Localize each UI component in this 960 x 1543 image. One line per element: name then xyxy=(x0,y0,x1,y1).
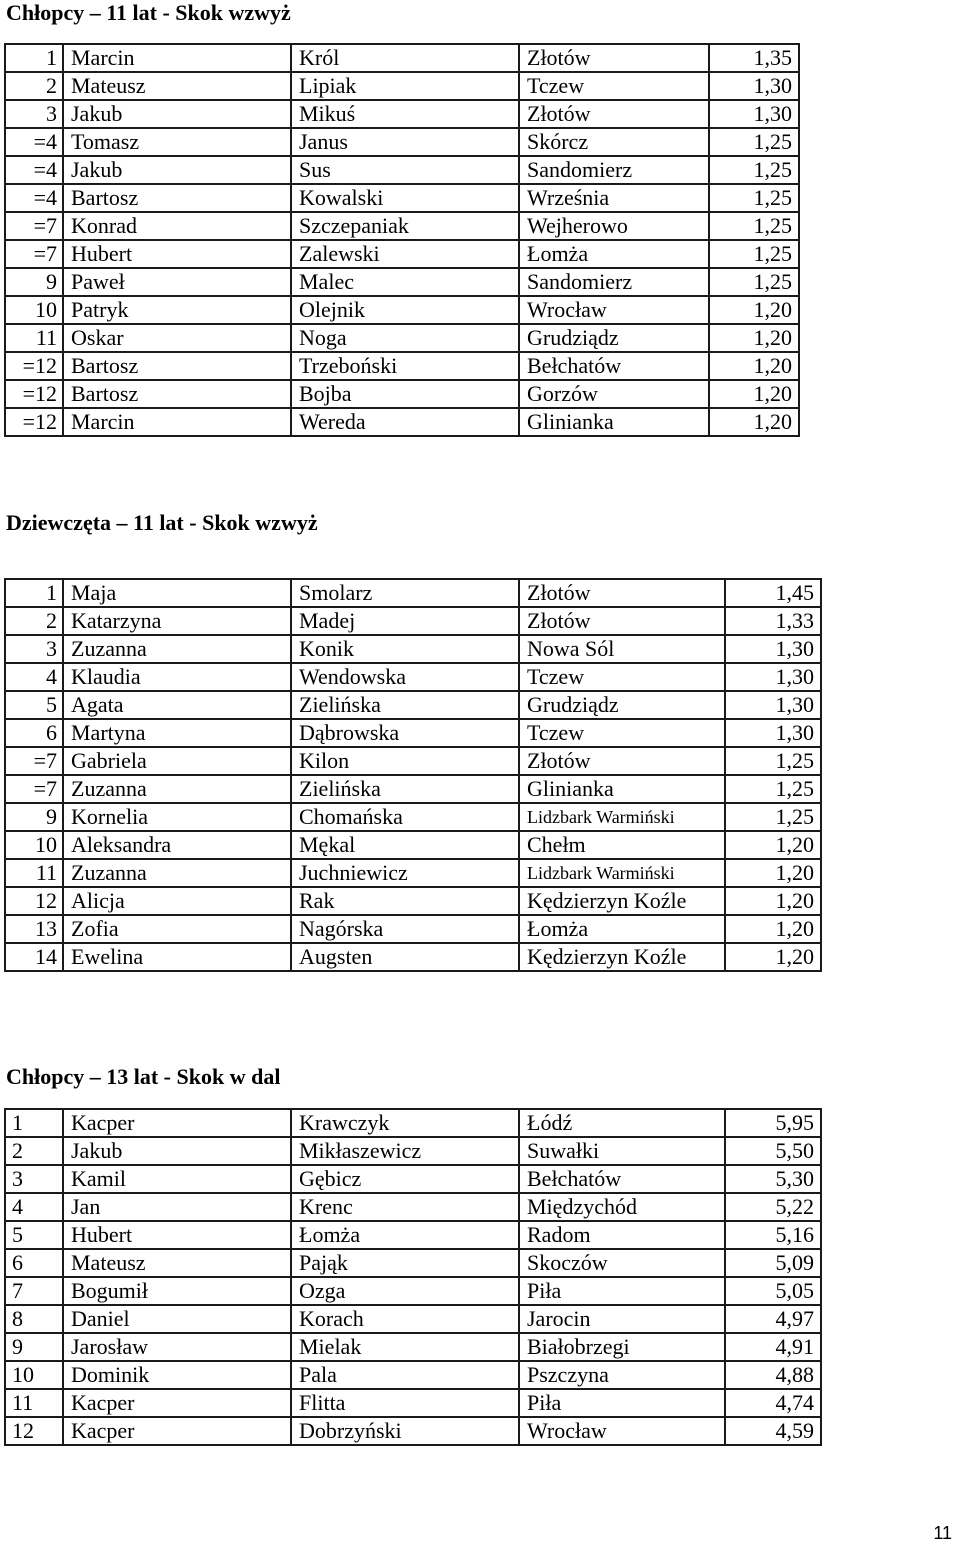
cell-first-name: Zofia xyxy=(63,915,291,943)
cell-result: 5,95 xyxy=(725,1109,821,1137)
cell-first-name: Klaudia xyxy=(63,663,291,691)
cell-place: 3 xyxy=(5,1165,63,1193)
cell-first-name: Hubert xyxy=(63,240,291,268)
cell-city: Grudziądz xyxy=(519,324,709,352)
cell-last-name: Zielińska xyxy=(291,775,519,803)
table-row xyxy=(5,1277,821,1305)
section-title-boys-11-high-jump: Chłopcy – 11 lat - Skok wzwyż xyxy=(6,0,291,25)
cell-first-name: Bogumił xyxy=(63,1277,291,1305)
cell-city: Sandomierz xyxy=(519,156,709,184)
cell-city: Piła xyxy=(519,1277,725,1305)
cell-last-name: Chomańska xyxy=(291,803,519,831)
table-row xyxy=(5,44,799,72)
cell-place: 14 xyxy=(5,943,63,971)
cell-place: =7 xyxy=(5,240,63,268)
cell-first-name: Kamil xyxy=(63,1165,291,1193)
cell-first-name: Kacper xyxy=(63,1109,291,1137)
table-row xyxy=(5,943,821,971)
cell-place: 10 xyxy=(5,831,63,859)
cell-last-name: Król xyxy=(291,44,519,72)
cell-city: Białobrzegi xyxy=(519,1333,725,1361)
table-row xyxy=(5,156,799,184)
table-row xyxy=(5,663,821,691)
cell-place: 6 xyxy=(5,1249,63,1277)
cell-city: Złotów xyxy=(519,747,725,775)
table-row xyxy=(5,635,821,663)
cell-first-name: Hubert xyxy=(63,1221,291,1249)
cell-first-name: Daniel xyxy=(63,1305,291,1333)
cell-first-name: Jarosław xyxy=(63,1333,291,1361)
cell-result: 1,20 xyxy=(709,408,799,436)
cell-place: 9 xyxy=(5,1333,63,1361)
cell-first-name: Zuzanna xyxy=(63,635,291,663)
cell-city: Tczew xyxy=(519,72,709,100)
cell-last-name: Trzeboński xyxy=(291,352,519,380)
cell-city: Kędzierzyn Koźle xyxy=(519,887,725,915)
cell-result: 1,25 xyxy=(709,184,799,212)
cell-first-name: Jakub xyxy=(63,100,291,128)
cell-last-name: Mielak xyxy=(291,1333,519,1361)
cell-result: 1,20 xyxy=(725,887,821,915)
table-row xyxy=(5,831,821,859)
cell-result: 5,50 xyxy=(725,1137,821,1165)
table-row xyxy=(5,1249,821,1277)
cell-last-name: Olejnik xyxy=(291,296,519,324)
cell-first-name: Mateusz xyxy=(63,1249,291,1277)
table-row xyxy=(5,72,799,100)
cell-place: 3 xyxy=(5,635,63,663)
table-row xyxy=(5,100,799,128)
cell-place: 11 xyxy=(5,324,63,352)
cell-result: 1,25 xyxy=(725,747,821,775)
cell-city: Nowa Sól xyxy=(519,635,725,663)
table-row xyxy=(5,747,821,775)
cell-first-name: Dominik xyxy=(63,1361,291,1389)
cell-place: 5 xyxy=(5,691,63,719)
cell-city: Łódź xyxy=(519,1109,725,1137)
table-row xyxy=(5,607,821,635)
table-row xyxy=(5,859,821,887)
cell-city: Wrocław xyxy=(519,296,709,324)
cell-place: 9 xyxy=(5,268,63,296)
cell-result: 1,30 xyxy=(725,635,821,663)
table-row xyxy=(5,296,799,324)
cell-result: 1,20 xyxy=(725,831,821,859)
cell-place: 2 xyxy=(5,1137,63,1165)
cell-place: 11 xyxy=(5,859,63,887)
cell-last-name: Gębicz xyxy=(291,1165,519,1193)
cell-last-name: Konik xyxy=(291,635,519,663)
cell-last-name: Wendowska xyxy=(291,663,519,691)
cell-first-name: Bartosz xyxy=(63,184,291,212)
cell-first-name: Patryk xyxy=(63,296,291,324)
cell-city: Złotów xyxy=(519,607,725,635)
cell-place: 2 xyxy=(5,72,63,100)
cell-last-name: Kilon xyxy=(291,747,519,775)
table-row xyxy=(5,887,821,915)
cell-city: Złotów xyxy=(519,100,709,128)
cell-result: 1,33 xyxy=(725,607,821,635)
cell-place: 2 xyxy=(5,607,63,635)
cell-result: 1,30 xyxy=(725,719,821,747)
table-row xyxy=(5,408,799,436)
cell-result: 1,30 xyxy=(709,72,799,100)
cell-city: Jarocin xyxy=(519,1305,725,1333)
cell-result: 4,88 xyxy=(725,1361,821,1389)
cell-result: 1,20 xyxy=(725,943,821,971)
cell-result: 1,20 xyxy=(725,915,821,943)
cell-city: Lidzbark Warmiński xyxy=(519,803,725,831)
cell-last-name: Korach xyxy=(291,1305,519,1333)
cell-city: Grudziądz xyxy=(519,691,725,719)
cell-place: 4 xyxy=(5,663,63,691)
cell-last-name: Mękal xyxy=(291,831,519,859)
cell-last-name: Pająk xyxy=(291,1249,519,1277)
cell-result: 1,25 xyxy=(709,268,799,296)
cell-first-name: Jan xyxy=(63,1193,291,1221)
table-row xyxy=(5,212,799,240)
cell-last-name: Pala xyxy=(291,1361,519,1389)
cell-place: 10 xyxy=(5,296,63,324)
cell-city: Łomża xyxy=(519,915,725,943)
cell-first-name: Oskar xyxy=(63,324,291,352)
table-row xyxy=(5,1361,821,1389)
cell-place: =12 xyxy=(5,408,63,436)
cell-city: Bełchatów xyxy=(519,352,709,380)
cell-last-name: Noga xyxy=(291,324,519,352)
cell-last-name: Rak xyxy=(291,887,519,915)
cell-place: 7 xyxy=(5,1277,63,1305)
cell-place: 6 xyxy=(5,719,63,747)
cell-result: 1,25 xyxy=(709,212,799,240)
cell-last-name: Dąbrowska xyxy=(291,719,519,747)
cell-place: =7 xyxy=(5,212,63,240)
cell-city: Międzychód xyxy=(519,1193,725,1221)
cell-last-name: Krawczyk xyxy=(291,1109,519,1137)
cell-first-name: Marcin xyxy=(63,44,291,72)
cell-place: 3 xyxy=(5,100,63,128)
results-table-boys-11-high-jump xyxy=(4,43,800,437)
cell-last-name: Ozga xyxy=(291,1277,519,1305)
cell-place: =12 xyxy=(5,380,63,408)
table-row xyxy=(5,1165,821,1193)
table-row xyxy=(5,128,799,156)
table-row xyxy=(5,691,821,719)
page-number: 11 xyxy=(933,1523,952,1543)
cell-last-name: Juchniewicz xyxy=(291,859,519,887)
cell-place: 4 xyxy=(5,1193,63,1221)
cell-city: Pszczyna xyxy=(519,1361,725,1389)
cell-result: 1,45 xyxy=(725,579,821,607)
cell-first-name: Bartosz xyxy=(63,352,291,380)
table-row xyxy=(5,268,799,296)
cell-place: 1 xyxy=(5,579,63,607)
cell-city: Radom xyxy=(519,1221,725,1249)
table-row xyxy=(5,184,799,212)
cell-place: 10 xyxy=(5,1361,63,1389)
cell-city: Tczew xyxy=(519,663,725,691)
cell-first-name: Katarzyna xyxy=(63,607,291,635)
cell-first-name: Alicja xyxy=(63,887,291,915)
cell-result: 1,20 xyxy=(709,324,799,352)
section-title-girls-11-high-jump: Dziewczęta – 11 lat - Skok wzwyż xyxy=(6,510,318,535)
cell-last-name: Dobrzyński xyxy=(291,1417,519,1445)
table-row xyxy=(5,579,821,607)
cell-result: 5,09 xyxy=(725,1249,821,1277)
cell-result: 1,20 xyxy=(709,352,799,380)
table-row xyxy=(5,380,799,408)
cell-city: Złotów xyxy=(519,44,709,72)
cell-city: Bełchatów xyxy=(519,1165,725,1193)
cell-city: Chełm xyxy=(519,831,725,859)
cell-last-name: Zalewski xyxy=(291,240,519,268)
table-row xyxy=(5,915,821,943)
cell-result: 4,59 xyxy=(725,1417,821,1445)
cell-first-name: Ewelina xyxy=(63,943,291,971)
cell-first-name: Zuzanna xyxy=(63,859,291,887)
cell-place: =7 xyxy=(5,747,63,775)
cell-city: Lidzbark Warmiński xyxy=(519,859,725,887)
cell-last-name: Bojba xyxy=(291,380,519,408)
table-row xyxy=(5,324,799,352)
cell-last-name: Mikłaszewicz xyxy=(291,1137,519,1165)
cell-result: 1,25 xyxy=(725,803,821,831)
cell-result: 1,30 xyxy=(709,100,799,128)
cell-last-name: Flitta xyxy=(291,1389,519,1417)
cell-first-name: Agata xyxy=(63,691,291,719)
cell-last-name: Kowalski xyxy=(291,184,519,212)
cell-city: Wrocław xyxy=(519,1417,725,1445)
table-row xyxy=(5,1305,821,1333)
cell-city: Gorzów xyxy=(519,380,709,408)
cell-last-name: Augsten xyxy=(291,943,519,971)
cell-place: 9 xyxy=(5,803,63,831)
table-row xyxy=(5,775,821,803)
cell-city: Wejherowo xyxy=(519,212,709,240)
cell-first-name: Bartosz xyxy=(63,380,291,408)
cell-place: 12 xyxy=(5,1417,63,1445)
table-row xyxy=(5,240,799,268)
cell-last-name: Wereda xyxy=(291,408,519,436)
cell-city: Suwałki xyxy=(519,1137,725,1165)
cell-city: Glinianka xyxy=(519,775,725,803)
cell-last-name: Nagórska xyxy=(291,915,519,943)
cell-city: Złotów xyxy=(519,579,725,607)
cell-first-name: Paweł xyxy=(63,268,291,296)
cell-last-name: Smolarz xyxy=(291,579,519,607)
table-row xyxy=(5,1389,821,1417)
table-row xyxy=(5,1137,821,1165)
cell-result: 4,91 xyxy=(725,1333,821,1361)
cell-city: Skoczów xyxy=(519,1249,725,1277)
cell-last-name: Lipiak xyxy=(291,72,519,100)
cell-first-name: Kacper xyxy=(63,1417,291,1445)
cell-result: 1,20 xyxy=(709,296,799,324)
cell-place: =7 xyxy=(5,775,63,803)
cell-city: Skórcz xyxy=(519,128,709,156)
cell-place: =4 xyxy=(5,184,63,212)
table-row xyxy=(5,1417,821,1445)
cell-last-name: Krenc xyxy=(291,1193,519,1221)
cell-last-name: Zielińska xyxy=(291,691,519,719)
cell-place: 1 xyxy=(5,1109,63,1137)
cell-last-name: Szczepaniak xyxy=(291,212,519,240)
cell-city: Łomża xyxy=(519,240,709,268)
cell-result: 5,05 xyxy=(725,1277,821,1305)
table-row xyxy=(5,352,799,380)
cell-city: Września xyxy=(519,184,709,212)
cell-result: 5,30 xyxy=(725,1165,821,1193)
cell-result: 1,30 xyxy=(725,663,821,691)
cell-result: 4,74 xyxy=(725,1389,821,1417)
cell-city: Piła xyxy=(519,1389,725,1417)
cell-first-name: Mateusz xyxy=(63,72,291,100)
cell-result: 1,25 xyxy=(725,775,821,803)
table-row xyxy=(5,719,821,747)
section-title-boys-13-long-jump: Chłopcy – 13 lat - Skok w dal xyxy=(6,1064,281,1089)
cell-first-name: Tomasz xyxy=(63,128,291,156)
cell-first-name: Zuzanna xyxy=(63,775,291,803)
cell-place: 12 xyxy=(5,887,63,915)
cell-first-name: Kornelia xyxy=(63,803,291,831)
cell-result: 5,22 xyxy=(725,1193,821,1221)
cell-city: Glinianka xyxy=(519,408,709,436)
cell-first-name: Jakub xyxy=(63,1137,291,1165)
cell-place: 13 xyxy=(5,915,63,943)
cell-last-name: Mikuś xyxy=(291,100,519,128)
cell-result: 1,35 xyxy=(709,44,799,72)
table-row xyxy=(5,803,821,831)
cell-result: 1,30 xyxy=(725,691,821,719)
table-row xyxy=(5,1221,821,1249)
cell-place: =12 xyxy=(5,352,63,380)
table-row xyxy=(5,1193,821,1221)
cell-place: =4 xyxy=(5,128,63,156)
cell-result: 1,20 xyxy=(725,859,821,887)
cell-last-name: Janus xyxy=(291,128,519,156)
cell-place: 5 xyxy=(5,1221,63,1249)
cell-place: 1 xyxy=(5,44,63,72)
cell-result: 4,97 xyxy=(725,1305,821,1333)
cell-last-name: Łomża xyxy=(291,1221,519,1249)
table-row xyxy=(5,1109,821,1137)
cell-place: 11 xyxy=(5,1389,63,1417)
cell-result: 1,25 xyxy=(709,128,799,156)
cell-city: Sandomierz xyxy=(519,268,709,296)
cell-result: 1,25 xyxy=(709,240,799,268)
cell-place: 8 xyxy=(5,1305,63,1333)
cell-first-name: Aleksandra xyxy=(63,831,291,859)
cell-first-name: Jakub xyxy=(63,156,291,184)
cell-result: 5,16 xyxy=(725,1221,821,1249)
results-table-boys-13-long-jump xyxy=(4,1108,822,1446)
cell-last-name: Sus xyxy=(291,156,519,184)
cell-first-name: Martyna xyxy=(63,719,291,747)
cell-city: Kędzierzyn Koźle xyxy=(519,943,725,971)
cell-place: =4 xyxy=(5,156,63,184)
cell-last-name: Malec xyxy=(291,268,519,296)
cell-first-name: Maja xyxy=(63,579,291,607)
cell-first-name: Marcin xyxy=(63,408,291,436)
results-table-girls-11-high-jump xyxy=(4,578,822,972)
cell-result: 1,25 xyxy=(709,156,799,184)
cell-first-name: Kacper xyxy=(63,1389,291,1417)
cell-result: 1,20 xyxy=(709,380,799,408)
cell-last-name: Madej xyxy=(291,607,519,635)
cell-first-name: Gabriela xyxy=(63,747,291,775)
cell-city: Tczew xyxy=(519,719,725,747)
cell-first-name: Konrad xyxy=(63,212,291,240)
table-row xyxy=(5,1333,821,1361)
